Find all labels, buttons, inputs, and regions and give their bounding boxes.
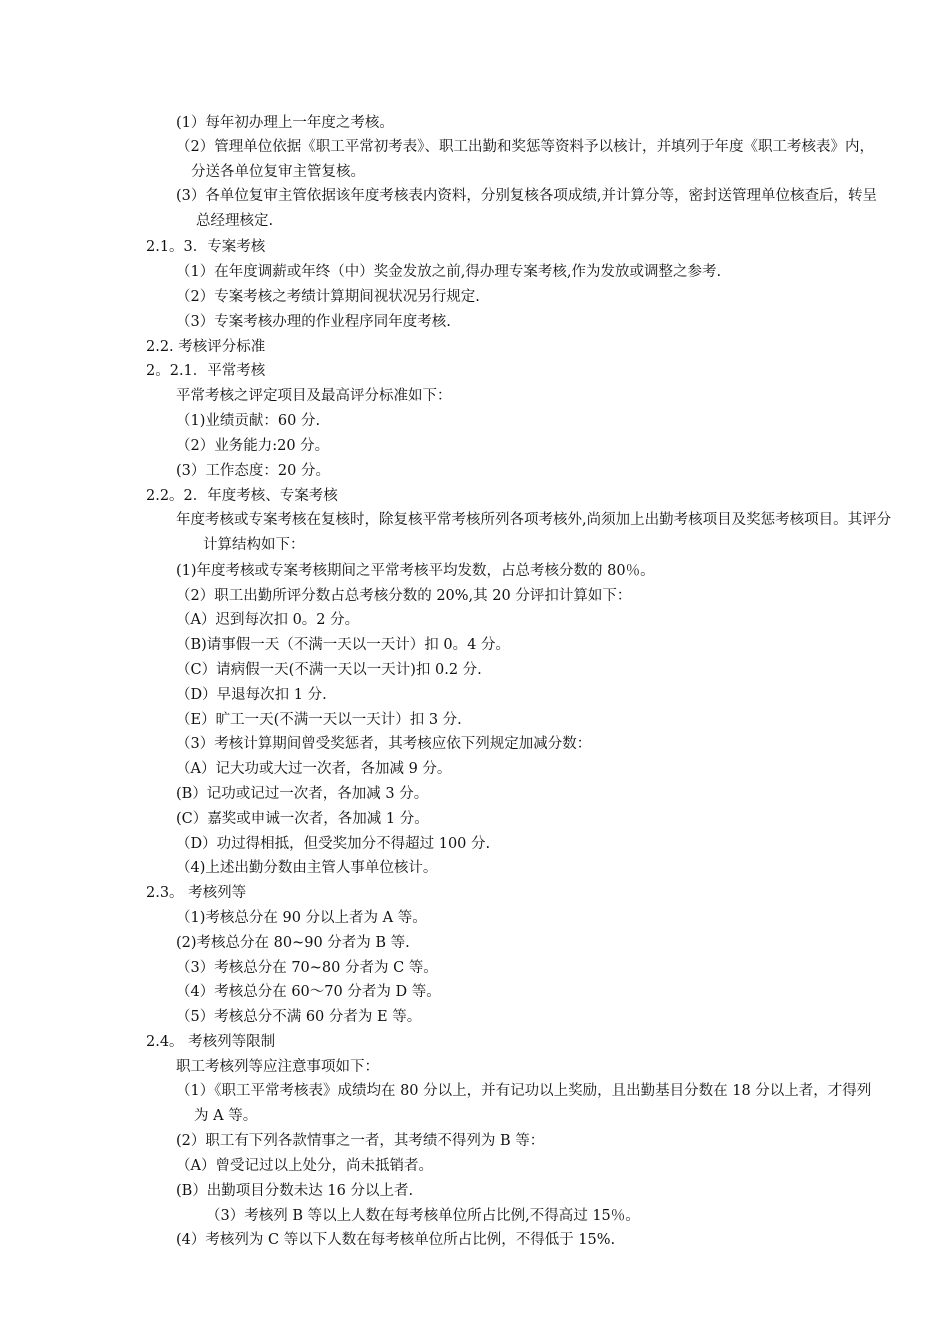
text-line: （A）曾受记过以上处分，尚未抵销者。	[176, 1158, 433, 1174]
text-line: 职工考核列等应注意事项如下：	[176, 1059, 379, 1075]
text-line: (B）记功或记过一次者，各加减 3 分。	[176, 786, 429, 802]
section-heading: 2.1。3．专案考核	[146, 239, 266, 255]
text-line: （A）迟到每次扣 0。2 分。	[176, 612, 360, 628]
text-line: （1)业绩贡献：60 分.	[176, 413, 321, 429]
section-heading: 2.2。2．年度考核、专案考核	[146, 488, 338, 504]
text-line: （2）职工出勤所评分数占总考核分数的 20%,其 20 分评扣计算如下：	[176, 588, 632, 604]
text-line: (C）嘉奖或申诫一次者，各加减 1 分。	[176, 811, 429, 827]
text-line: 平常考核之评定项目及最高评分标准如下：	[176, 388, 452, 404]
text-line: （2）专案考核之考绩计算期间视状况另行规定.	[176, 289, 480, 305]
text-line: （3）专案考核办理的作业程序同年度考核.	[176, 314, 451, 330]
text-line: （3）考核列 B 等以上人数在每考核单位所占比例,不得高过 15％。	[206, 1208, 640, 1224]
text-line: （3）考核计算期间曾受奖惩者，其考核应依下列规定加减分数：	[176, 736, 592, 752]
text-line: (1）每年初办理上一年度之考核。	[176, 115, 394, 131]
text-line: （D）功过得相抵，但受奖加分不得超过 100 分.	[176, 836, 491, 852]
text-line: (B）出勤项目分数未达 16 分以上者.	[176, 1183, 414, 1199]
text-paragraph: 年度考核或专案考核在复核时，除复核平常考核所列各项考核外,尚须加上出勤考核项目及奖惩考核项目。其评分计算结构如下：	[176, 512, 892, 553]
text-line: （2）业务能力:20 分。	[176, 438, 330, 454]
text-line: (3）工作态度：20 分。	[176, 463, 330, 479]
text-line: （4）考核总分在 60～70 分者为 D 等。	[176, 984, 441, 1000]
text-line: (2）职工有下列各款情事之一者，其考绩不得列为 B 等：	[176, 1133, 545, 1149]
text-paragraph: (3）各单位复审主管依据该年度考核表内资料，分别复核各项成绩,并计算分等，密封送管理单位核查后，转呈总经理核定.	[176, 188, 877, 229]
section-heading: 2。2.1．平常考核	[146, 363, 266, 379]
text-paragraph: （1）《职工平常考核表》成绩均在 80 分以上，并有记功以上奖励，且出勤基目分数在 18 分以上者，才得列为 A 等。	[176, 1083, 872, 1124]
text-line: （4)上述出勤分数由主管人事单位核计。	[176, 860, 438, 876]
section-heading: 2.3。 考核列等	[146, 885, 247, 901]
text-line: （5）考核总分不满 60 分者为 E 等。	[176, 1009, 422, 1025]
text-line: (1)年度考核或专案考核期间之平常考核平均发数，占总考核分数的 80％。	[176, 563, 655, 579]
text-line: （3）考核总分在 70~80 分者为 C 等。	[176, 960, 438, 976]
text-line: (4）考核列为 C 等以下人数在每考核单位所占比例，不得低于 15%.	[176, 1232, 616, 1248]
section-heading: 2.2. 考核评分标准	[146, 339, 266, 355]
text-line: （1)考核总分在 90 分以上者为 A 等。	[176, 910, 427, 926]
text-line: (2)考核总分在 80~90 分者为 B 等.	[176, 935, 410, 951]
text-line: （D）早退每次扣 1 分.	[176, 687, 327, 703]
text-line: （C）请病假一天(不满一天以一天计)扣 0.2 分.	[176, 662, 482, 678]
text-line: （A）记大功或大过一次者，各加减 9 分。	[176, 761, 452, 777]
text-line: （B)请事假一天（不满一天以一天计）扣 0。4 分。	[176, 637, 510, 653]
text-line: （1）在年度调薪或年终（中）奖金发放之前,得办理专案考核,作为发放或调整之参考.	[176, 264, 722, 280]
section-heading: 2.4。 考核列等限制	[146, 1034, 276, 1050]
text-paragraph: （2）管理单位依据《职工平常初考表》、职工出勤和奖惩等资料予以核计，并填列于年度《职工考核表》内，分送各单位复审主管复核。	[176, 139, 874, 180]
text-line: （E）旷工一天(不满一天以一天计）扣 3 分.	[176, 712, 462, 728]
